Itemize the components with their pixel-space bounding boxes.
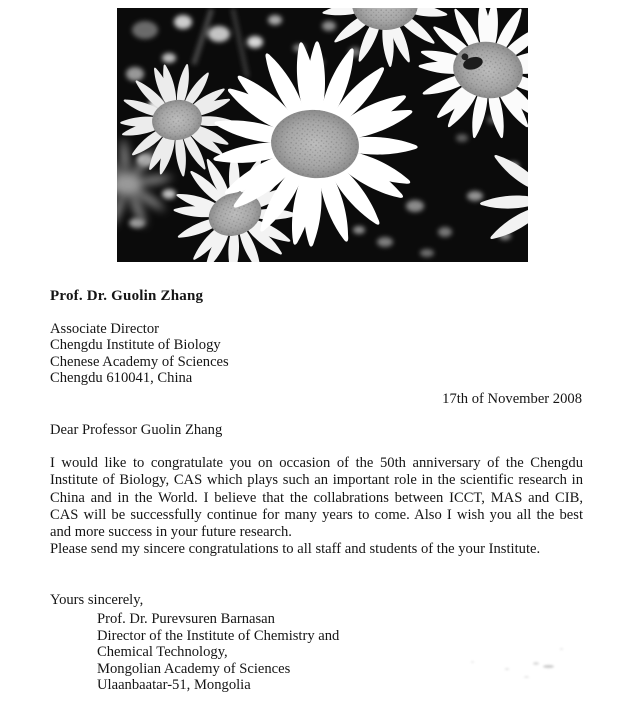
signature-block <box>97 611 339 694</box>
signer-academy: Mongolian Academy of Sciences <box>97 660 291 677</box>
signer-city: Ulaanbaatar-51, Mongolia <box>97 677 251 694</box>
letter-date: 17th of November 2008 <box>442 391 582 407</box>
signer-title-1: Director of the Institute of Chemistry and <box>97 627 340 644</box>
letter-body <box>50 455 583 559</box>
daisies-photo <box>117 8 528 262</box>
recipient-institute: Chengdu Institute of Biology <box>50 337 221 354</box>
daisies-photo-illustration <box>117 8 528 262</box>
salutation: Dear Professor Guolin Zhang <box>50 422 223 438</box>
closing-phrase: Yours sincerely, <box>50 592 144 608</box>
recipient-city: Chengdu 610041, China <box>50 370 193 387</box>
body-paragraph: I would like to congratulate you on occasion of the 50th anniversary of the Chengdu Institute of Biology, CAS which plays such an important role in the scientific research in China and in the World. I believe that the collabrations between ICCT, MAS and CIB, CAS will be successfully continue for many years to come. Also I wish you all the best and more success in your future research. <box>50 455 583 541</box>
signer-name: Prof. Dr. Purevsuren Barnasan <box>97 611 275 627</box>
body-closing-line: Please send my sincere congratulations to all staff and students of the your Institute. <box>50 541 541 558</box>
signer-title-2: Chemical Technology, <box>97 644 228 661</box>
recipient-name: Prof. Dr. Guolin Zhang <box>50 288 204 304</box>
recipient-academy: Chenese Academy of Sciences <box>50 353 229 370</box>
recipient-address-block <box>50 321 229 387</box>
recipient-title: Associate Director <box>50 321 160 337</box>
